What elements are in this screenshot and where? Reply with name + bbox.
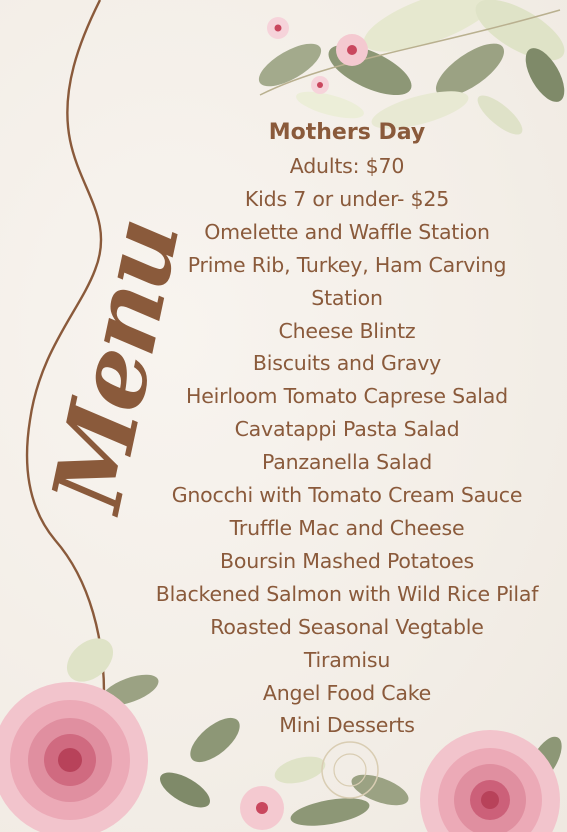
menu-item: Angel Food Cake (262, 680, 432, 705)
menu-item: Station (311, 285, 383, 310)
menu-item: Roasted Seasonal Vegtable (210, 614, 484, 639)
script-word-text: Menu (29, 211, 201, 520)
menu-item: Mini Desserts (279, 713, 415, 738)
menu-item: Heirloom Tomato Caprese Salad (186, 384, 508, 409)
menu-item: Blackened Salmon with Wild Rice Pilaf (155, 581, 539, 606)
menu-item: Adults: $70 (289, 154, 405, 178)
menu-item: Biscuits and Gravy (252, 351, 442, 376)
menu-item: Truffle Mac and Cheese (229, 515, 465, 540)
menu-title: Mothers Day (268, 120, 426, 145)
menu-item-list (128, 150, 566, 742)
menu-item: Kids 7 or under- $25 (244, 186, 450, 211)
menu-item: Cheese Blintz (278, 318, 416, 343)
menu-item: Tiramisu (303, 647, 391, 672)
menu-item: Panzanella Salad (261, 450, 433, 475)
menu-item: Gnocchi with Tomato Cream Sauce (171, 483, 523, 508)
menu-item: Omelette and Waffle Station (204, 219, 490, 244)
menu-item: Prime Rib, Turkey, Ham Carving (187, 252, 507, 277)
menu-item: Cavatappi Pasta Salad (234, 417, 460, 442)
menu-item: Boursin Mashed Potatoes (219, 548, 475, 573)
